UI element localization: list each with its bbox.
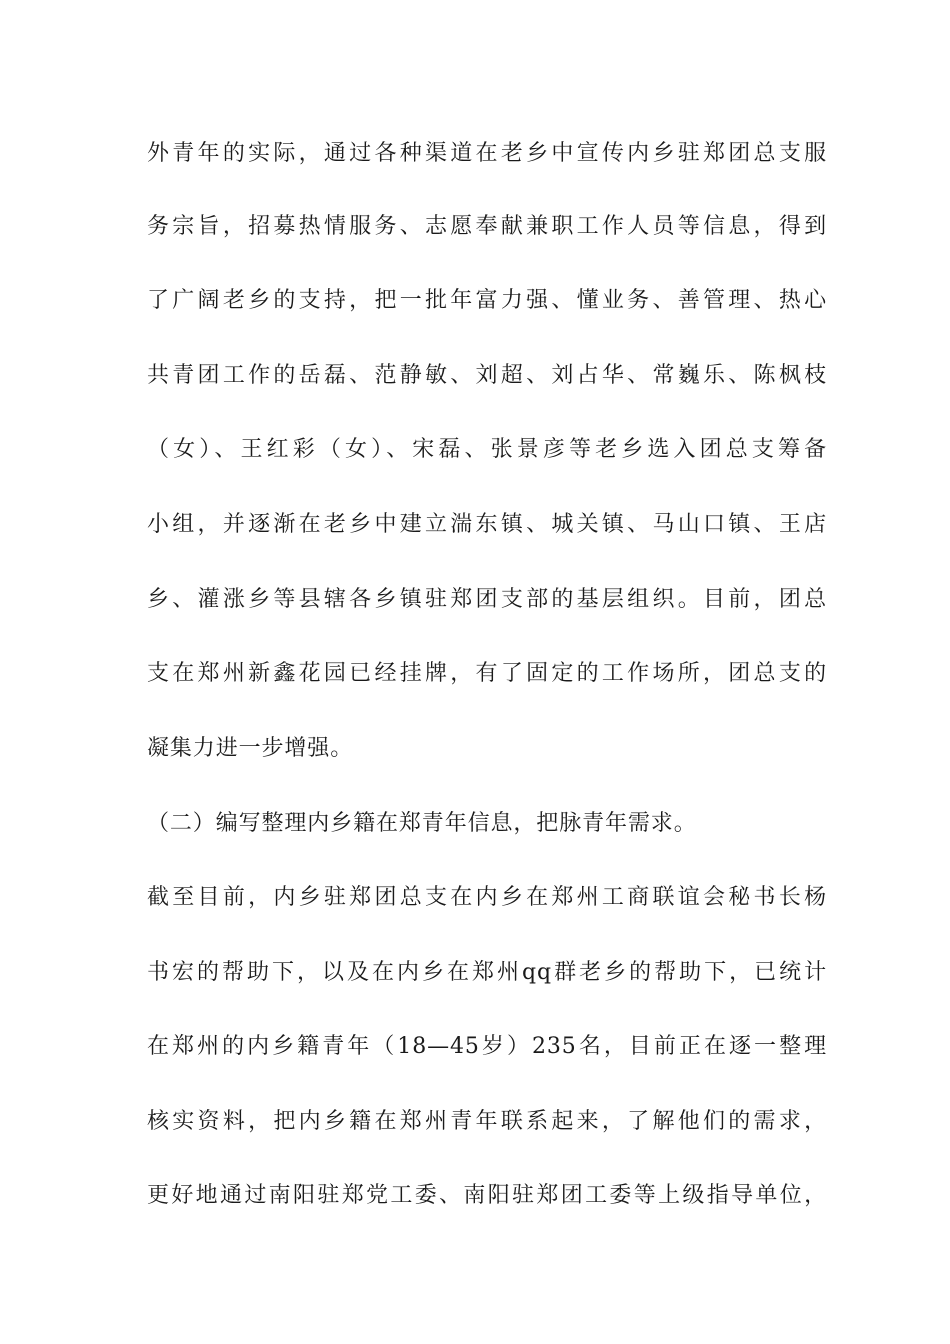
body-text-line: 更好地通过南阳驻郑党工委、南阳驻郑团工委等上级指导单位，: [147, 1183, 827, 1208]
body-text-line: 外青年的实际，通过各种渠道在老乡中宣传内乡驻郑团总支服: [147, 141, 827, 166]
body-text-line: 了广阔老乡的支持，把一批年富力强、懂业务、善管理、热心: [147, 288, 827, 313]
paragraph-end-line: 凝集力进一步增强。: [147, 736, 354, 761]
body-text-line: 共青团工作的岳磊、范静敏、刘超、刘占华、常巍乐、陈枫枝: [147, 363, 827, 388]
body-text-line: 书宏的帮助下，以及在内乡在郑州qq群老乡的帮助下，已统计: [147, 960, 827, 985]
body-text-line: 核实资料，把内乡籍在郑州青年联系起来，了解他们的需求，: [147, 1109, 827, 1134]
body-text-line: （女）、王红彩（女）、宋磊、张景彦等老乡选入团总支筹备: [147, 437, 827, 462]
body-text-line: 乡、灌涨乡等县辖各乡镇驻郑团支部的基层组织。目前，团总: [147, 587, 827, 612]
body-text-line: 在郑州的内乡籍青年（18—45岁）235名，目前正在逐一整理: [147, 1034, 827, 1059]
body-text-line: 截至目前，内乡驻郑团总支在内乡在郑州工商联谊会秘书长杨: [147, 885, 827, 910]
section-heading: （二）编写整理内乡籍在郑青年信息，把脉青年需求。: [147, 811, 697, 836]
body-text-line: 小组，并逐渐在老乡中建立湍东镇、城关镇、马山口镇、王店: [147, 512, 827, 537]
body-text-line: 务宗旨，招募热情服务、志愿奉献兼职工作人员等信息，得到: [147, 214, 827, 239]
body-text-line: 支在郑州新鑫花园已经挂牌，有了固定的工作场所，团总支的: [147, 661, 827, 686]
